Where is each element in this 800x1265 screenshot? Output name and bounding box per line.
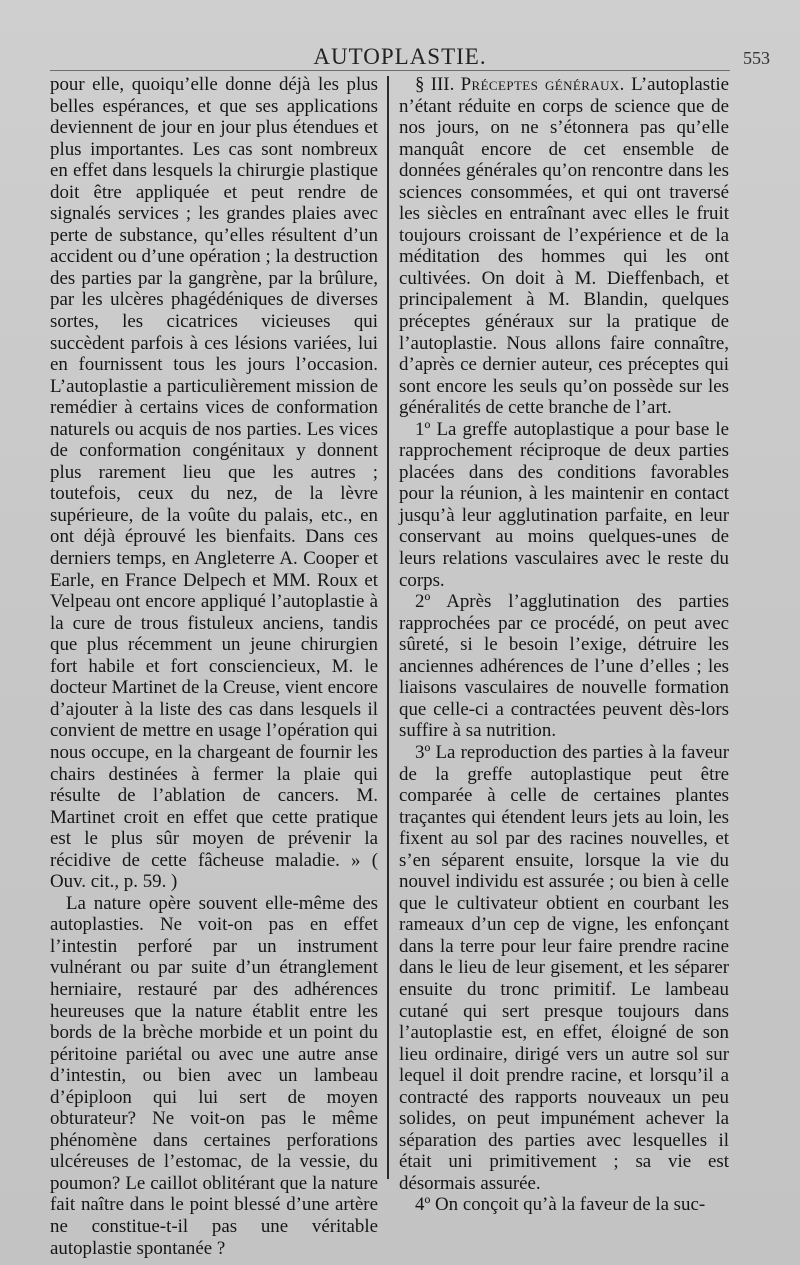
right-column xyxy=(399,74,729,1216)
precept-3: 3º La reproduction des parties à la faveur de la greffe autoplastique peut être comparée à celle de certaines plantes traçantes qui étendent leurs jets au loin, les fixent au sol par des racines nouvelles, et s’en séparent ensuite, lorsque la vie du nouvel individu est assurée ; ou bien à celle que le cultivateur obtient en courbant les rameaux d’un cep de vigne, les enfonçant dans la terre pour leur faire prendre racine dans le lieu de leur gisement, et les séparer ensuite du tronc primitif. Le lambeau cutané qui sert presque toujours dans l’autoplastie est, en effet, éloigné de son lieu ordinaire, dirigé vers un autre sol sur lequel il doit prendre racine, et lorsqu’il a contracté des rapports nouveaux un peu solides, on peut impunément achever la séparation des parties avec lesquelles il était uni primitivement ; sa vie est désormais assurée. xyxy=(399,741,729,1194)
section-intro-paragraph xyxy=(399,74,729,419)
section-intro-text: L’autoplastie n’étant réduite en corps de science que de nos jours, on ne s’étonnera pas qu’elle manquât encore de cet ensemble de données générales qu’on rencontre dans les sciences consommées, et qui ont traversé les siècles en entraînant avec elles le fruit toujours croissant de l’expérience et de la méditation des hommes qui les ont cultivées. On doit à M. Dieffenbach, et principalement à M. Blandin, quelques préceptes généraux sur la pratique de l’autoplastie. Nous allons faire connaître, d’après ce dernier auteur, ces préceptes qui sont encore les seuls qu’on possède sur les généralités de cette branche de l’art. xyxy=(399,74,729,419)
header-rule xyxy=(50,70,730,71)
column-divider xyxy=(387,76,389,1179)
left-column xyxy=(50,74,378,1259)
section-heading: Préceptes généraux. xyxy=(460,74,625,95)
page-number: 553 xyxy=(743,48,770,68)
precept-1: 1º La greffe autoplastique a pour base le rapprochement réciproque de deux parties placées dans des conditions favorables pour la réunion, à les maintenir en contact jusqu’à leur agglutination parfaite, en leur conservant au moins quelques-unes de leurs relations vasculaires avec le reste du corps. xyxy=(399,418,729,591)
precept-2: 2º Après l’agglutination des parties rapprochées par ce procédé, on peut avec sûreté, si le besoin l’exige, détruire les anciennes adhérences de l’une d’elles ; les liaisons vasculaires de nouvelle formation que celle-ci a contractées peuvent dès-lors suffire à sa nutrition. xyxy=(399,591,729,742)
running-title: AUTOPLASTIE. xyxy=(313,44,487,69)
left-paragraph-1: pour elle, quoiqu’elle donne déjà les plus belles espérances, et que ses applications deviennent de jour en jour plus étendues et plus importantes. Les cas sont nombreux en effet dans lesquels la chirurgie plastique doit être appliquée et peut rendre de signalés services ; les grandes plaies avec perte de substance, qu’elles résultent d’un accident ou d’une opération ; la destruction des parties par la gangrène, par la brûlure, par les ulcères phagédéniques de diverses sortes, les cicatrices vicieuses qui succèdent parfois à ces lésions variées, lui en fournissent tous les jours l’occasion. L’autoplastie a particulièrement mission de remédier à certains vices de conformation naturels ou acquis de nos parties. Les vices de conformation congénitaux y donnent plus rarement lieu que les autres ; toutefois, ceux du nez, de la lèvre supérieure, de la voûte du palais, etc., en ont déjà éprouvé les bienfaits. Dans ces derniers temps, en Angleterre A. Cooper et Earle, en France Delpech et MM. Roux et Velpeau ont encore appliqué l’autoplastie à la cure de trous fistuleux anciens, tandis que plus récemment un jeune chirurgien fort habile et fort consciencieux, M. le docteur Martinet de la Creuse, vient encore d’ajouter à la liste des cas dans lesquels il convient de mettre en usage l’opération qui nous occupe, en la chargeant de fournir les chairs destinées à fermer la plaie qui résulte de l’ablation de cancers. M. Martinet croit en effet que cette pratique est le plus sûr moyen de prévenir la récidive de cette fâcheuse maladie. » ( Ouv. cit., p. 59. ) xyxy=(50,74,378,893)
left-paragraph-2: La nature opère souvent elle-même des autoplasties. Ne voit-on pas en effet l’intestin perforé par un instrument vulnérant ou par suite d’un étranglement herniaire, restauré par des adhérences heureuses que la nature établit entre les bords de la brèche morbide et un point du péritoine pariétal ou avec une autre anse d’intestin, ou bien avec un lambeau d’épiploon qui lui sert de moyen obturateur? Ne voit-on pas le même phénomène dans certaines perforations ulcéreuses de l’estomac, de la vessie, du poumon? Le caillot oblitérant que la nature fait naître dans le point blessé d’une artère ne constitue-t-il pas une véritable autoplastie spontanée ? xyxy=(50,892,378,1259)
section-number: § III. xyxy=(415,74,455,95)
precept-4: 4º On conçoit qu’à la faveur de la suc- xyxy=(415,1194,706,1216)
